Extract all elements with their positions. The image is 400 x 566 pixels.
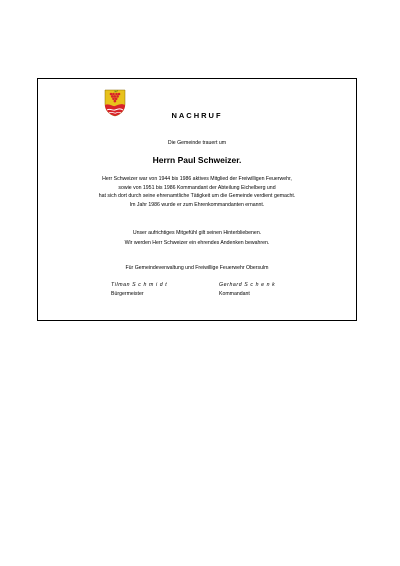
- signatory-name: Gerhard S c h e n k: [219, 282, 276, 288]
- signature-block-commander: [219, 281, 275, 299]
- deceased-name: Herrn Paul Schweizer.: [152, 155, 242, 165]
- intro-text: Die Gemeinde trauert um: [167, 140, 227, 146]
- biography-paragraph: [38, 175, 356, 209]
- signatory-role: Kommandant: [219, 291, 250, 297]
- biography-line: hat sich dort durch seine ehrenamtliche Tätigkeit um die Gemeinde verdient gemacht.: [98, 193, 296, 200]
- condolence-text: Unser aufrichtiges Mitgefühl gilt seinen Hinterbliebenen.: [132, 230, 262, 236]
- biography-line: sowie von 1951 bis 1986 Kommandant der Abteilung Eichelberg und: [118, 184, 276, 191]
- obituary-notice: [37, 78, 357, 321]
- memory-text: Wir werden Herr Schweizer ein ehrendes Andenken bewahren.: [124, 240, 270, 246]
- signature-block-mayor: [111, 281, 167, 299]
- signoff-text: Für Gemeindeverwaltung und Freiwillige Feuerwehr Obersulm: [125, 265, 269, 271]
- signatory-role: Bürgermeister: [111, 291, 144, 297]
- signatory-name: Tilman S c h m i d t: [111, 282, 168, 288]
- biography-line: Im Jahr 1986 wurde er zum Ehrenkommandanten ernannt.: [129, 201, 265, 208]
- notice-heading: NACHRUF: [171, 111, 223, 120]
- biography-line: Herr Schweizer war von 1944 bis 1986 aktives Mitglied der Freiwilligen Feuerwehr,: [102, 176, 292, 182]
